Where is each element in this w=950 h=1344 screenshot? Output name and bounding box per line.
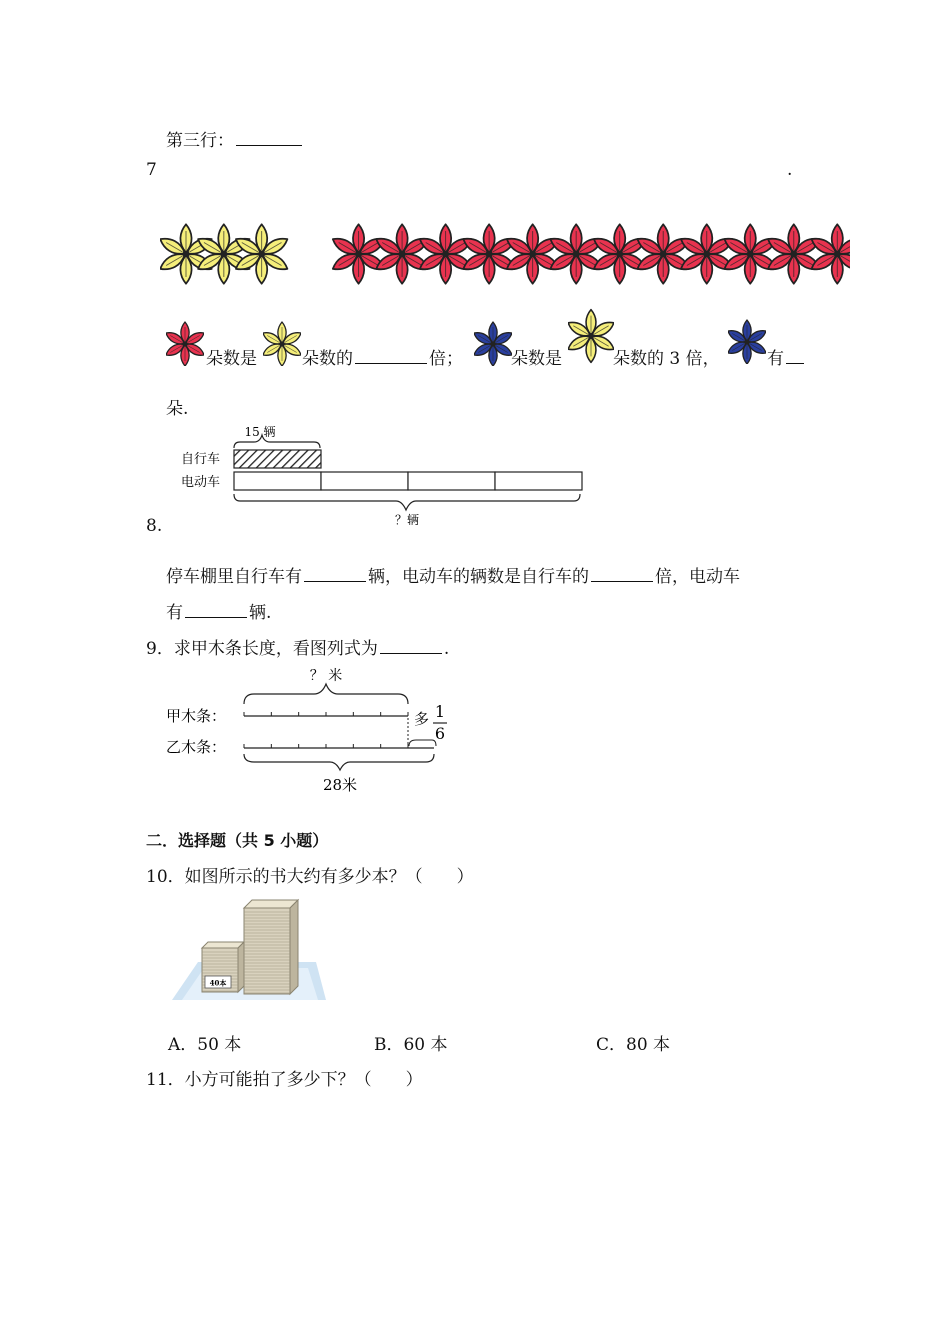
q10-option-c[interactable]: C．80 本 [596, 1035, 671, 1055]
red-flower [591, 224, 648, 283]
ebike-segment [495, 472, 582, 490]
q7-text-7: 朵. [166, 399, 189, 419]
q7-blank-2[interactable] [786, 362, 804, 364]
q11-question [146, 1065, 423, 1090]
q9-bottom-brace [244, 754, 434, 770]
q8-text-3: 倍，电动车 [655, 567, 740, 587]
ebike-segment [234, 472, 321, 490]
q9-top-brace [244, 684, 408, 704]
q8-text-5: 辆. [249, 603, 272, 623]
q9-top-label: ？ 米 [309, 668, 343, 684]
red-flower-icon [166, 318, 204, 371]
red-flower [678, 224, 735, 283]
yellow-flower-large-icon [568, 306, 614, 369]
yellow-flower [233, 224, 290, 283]
q9-frac-den: 6 [434, 724, 446, 743]
q8-text-4: 有 [166, 603, 183, 623]
q8-blank-3[interactable] [185, 616, 247, 618]
q10-stack-label: 40本 [209, 978, 227, 988]
q7-text-6-label: 有 [767, 349, 784, 369]
q7-text-2-label: 朵数的 [302, 349, 353, 369]
q8-top-label: 15 辆 [244, 425, 276, 439]
section2-title: 二．选择题（共 5 小题） [146, 831, 329, 850]
red-flower [330, 224, 387, 283]
q8-blank-1[interactable] [304, 580, 366, 582]
q8-row1-label: 自行车 [181, 452, 221, 467]
q10-option-b[interactable]: B．60 本 [374, 1035, 448, 1055]
q9-blank[interactable] [380, 652, 442, 654]
red-flower [548, 224, 605, 283]
q7-number: 7 [146, 160, 157, 180]
q8-row2-label: 电动车 [181, 475, 221, 490]
q9-more-label: 多 [414, 710, 430, 728]
q10-question [146, 862, 474, 887]
q8-blank-2[interactable] [591, 580, 653, 582]
ebike-segment [408, 472, 495, 490]
q10-text: 如图所示的书大约有多少本？（ ） [184, 867, 474, 887]
q10-option-a[interactable]: A．50 本 [168, 1035, 242, 1055]
yellow-flower-icon [263, 318, 301, 371]
q7-text-3: 倍； [429, 349, 463, 369]
blue-flower-icon [474, 318, 512, 371]
red-flower [374, 224, 431, 283]
yellow-flower [160, 224, 215, 283]
yellow-flower [195, 224, 252, 283]
red-flower [417, 224, 474, 283]
q9-end: . [443, 639, 450, 659]
q9-row1-label: 甲木条： [166, 707, 227, 725]
red-flower [722, 224, 779, 283]
q8-bottom-label: ？辆 [394, 513, 420, 527]
q7-text-4: 朵数是 [511, 349, 562, 369]
q7-text-6 [767, 344, 806, 369]
red-flower-shape [166, 322, 204, 366]
big-book-stack [244, 900, 298, 994]
q7-flower-row [160, 222, 850, 288]
red-flower [635, 224, 692, 283]
q8-sentence-line1 [166, 562, 740, 587]
blue-flower-icon-2 [728, 316, 766, 369]
q7-text-5: 朵数的 3 倍， [613, 349, 720, 369]
q8-bike-bar [234, 450, 321, 468]
q9-number: 9． [146, 639, 174, 659]
q9-diagram [164, 662, 464, 802]
q10-books-image [168, 896, 328, 1006]
q10-number: 10． [146, 867, 185, 887]
q9-bottom-label: 28米 [322, 776, 358, 794]
q6-third-row-blank[interactable] [236, 144, 302, 146]
q8-text-1: 停车棚里自行车有 [166, 567, 302, 587]
q6-third-row-label: 第三行： [166, 131, 234, 151]
q8-number: 8. [146, 516, 163, 536]
q7-text-1: 朵数是 [206, 349, 257, 369]
q9-frac-num: 1 [434, 702, 446, 721]
q9-text: 求甲木条长度，看图列式为 [173, 639, 378, 659]
q8-text-2: 辆，电动车的辆数是自行车的 [368, 567, 589, 587]
q9-question [146, 634, 449, 659]
q11-text: 小方可能拍了多少下？（ ） [184, 1070, 423, 1090]
red-flower [461, 224, 518, 283]
q7-text-2 [302, 344, 463, 369]
red-flower [504, 224, 561, 283]
red-flower [809, 224, 850, 283]
q11-number: 11． [146, 1070, 185, 1090]
q7-sentence-line1 [166, 318, 204, 378]
q8-ebike-bars [234, 472, 582, 490]
q8-sentence-line2 [166, 598, 271, 623]
q9-row2-label: 乙木条： [166, 738, 227, 756]
ebike-segment [321, 472, 408, 490]
red-flower [765, 224, 822, 283]
q6-third-row [166, 126, 304, 151]
q7-trailing-dot: . [787, 160, 793, 180]
q9-extra-brace [409, 740, 436, 746]
q7-blank-1[interactable] [355, 362, 427, 364]
small-book-stack [202, 942, 244, 992]
q8-bottom-brace [234, 494, 580, 510]
q8-diagram [176, 420, 596, 532]
